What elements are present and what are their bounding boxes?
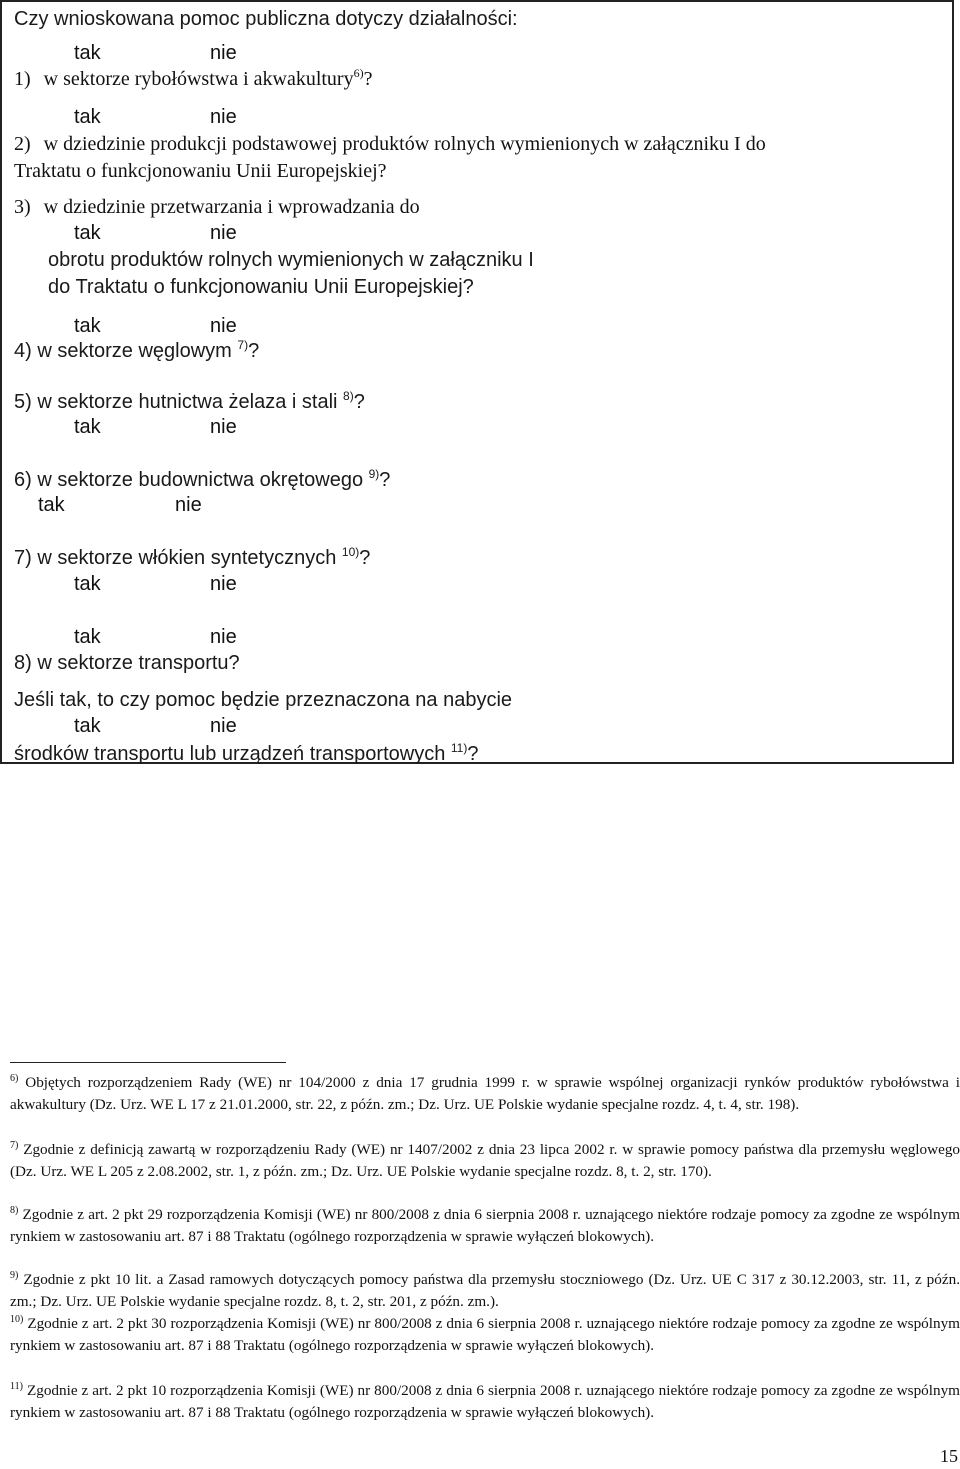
intro-question: Czy wnioskowana pomoc publiczna dotyczy działalności: bbox=[14, 8, 518, 30]
question-text: 7) w sektorze włókien syntetycznych bbox=[14, 547, 337, 569]
question-text: w sektorze rybołówstwa i akwakultury bbox=[43, 68, 354, 90]
footnote-ref: 10) bbox=[341, 545, 360, 559]
footnote-ref: 7) bbox=[237, 338, 249, 352]
option-no[interactable]: nie bbox=[210, 715, 237, 737]
question-text: 4) w sektorze węglowym bbox=[14, 340, 232, 362]
footnote-8 bbox=[10, 1204, 960, 1247]
footnote-ref: 9) bbox=[368, 467, 380, 481]
question-9-line1: Jeśli tak, to czy pomoc będzie przeznaczona na nabycie bbox=[14, 689, 513, 711]
footnote-text: Zgodnie z definicją zawartą w rozporządzeniu Rady (WE) nr 1407/2002 z dnia 23 lipca 2002 r. w sprawie pomocy państwa dla przemysłu węglowego (Dz. Urz. WE L 205 z 2.08.2002, str. 1, z późn. zm.; Dz. Urz. UE Polskie wydanie specjalne rozdz. 8, t. 2, str. 170). bbox=[10, 1141, 960, 1180]
question-text: w dziedzinie produkcji podstawowej produktów rolnych wymienionych w załączniku I do bbox=[43, 133, 766, 155]
question-3-line3: do Traktatu o funkcjonowaniu Unii Europejskiej? bbox=[48, 276, 474, 298]
option-yes[interactable]: tak bbox=[74, 222, 101, 244]
question-mark: ? bbox=[353, 391, 365, 413]
option-yes[interactable]: tak bbox=[74, 416, 101, 438]
option-yes[interactable]: tak bbox=[74, 315, 101, 337]
question-6 bbox=[14, 469, 390, 492]
option-no[interactable]: nie bbox=[210, 42, 237, 64]
question-text: środków transportu lub urządzeń transportowych bbox=[14, 743, 446, 765]
option-no[interactable]: nie bbox=[210, 106, 237, 128]
option-yes[interactable]: tak bbox=[74, 106, 101, 128]
question-text: w dziedzinie przetwarzania i wprowadzania do bbox=[43, 196, 420, 218]
option-no[interactable]: nie bbox=[175, 494, 202, 516]
question-mark: ? bbox=[467, 743, 479, 765]
question-mark: ? bbox=[359, 547, 371, 569]
footnote-7 bbox=[10, 1139, 960, 1182]
question-1 bbox=[14, 68, 372, 91]
footnote-text: Zgodnie z art. 2 pkt 29 rozporządzenia Komisji (WE) nr 800/2008 z dnia 6 sierpnia 2008 r. uznającego niektóre rodzaje pomocy za zgodne ze wspólnym rynkiem w zastosowaniu art. 87 i 88 Traktatu (ogólnego rozporządzenia w sprawie wyłączeń blokowych). bbox=[10, 1206, 960, 1245]
option-yes[interactable]: tak bbox=[74, 626, 101, 648]
question-text: 5) w sektorze hutnictwa żelaza i stali bbox=[14, 391, 338, 413]
option-yes[interactable]: tak bbox=[74, 42, 101, 64]
option-yes[interactable]: tak bbox=[74, 715, 101, 737]
question-9-line2 bbox=[14, 743, 478, 766]
question-text: 6) w sektorze budownictwa okrętowego bbox=[14, 469, 364, 491]
footnote-marker: 8) bbox=[10, 1205, 19, 1216]
footnote-marker: 10) bbox=[10, 1314, 24, 1325]
footnote-9 bbox=[10, 1269, 960, 1312]
footnote-marker: 9) bbox=[10, 1270, 19, 1281]
question-5 bbox=[14, 391, 365, 414]
question-8: 8) w sektorze transportu? bbox=[14, 652, 240, 674]
footnote-10 bbox=[10, 1313, 960, 1356]
footnote-marker: 6) bbox=[10, 1073, 19, 1084]
question-3-line2: obrotu produktów rolnych wymienionych w załączniku I bbox=[48, 249, 534, 271]
footnote-marker: 7) bbox=[10, 1140, 19, 1151]
footnote-text: Objętych rozporządzeniem Rady (WE) nr 104/2000 z dnia 17 grudnia 1999 r. w sprawie wspólnej organizacji rynków produktów rybołówstwa i akwakultury (Dz. Urz. WE L 17 z 21.01.2000, str. 22, z późn. zm.; Dz. Urz. UE Polskie wydanie specjalne rozdz. 4, t. 4, str. 198). bbox=[10, 1074, 960, 1113]
question-number: 1) bbox=[14, 68, 31, 90]
question-mark: ? bbox=[379, 469, 391, 491]
question-number: 2) bbox=[14, 133, 31, 155]
option-no[interactable]: nie bbox=[210, 416, 237, 438]
option-yes[interactable]: tak bbox=[74, 573, 101, 595]
question-2-line2: Traktatu o funkcjonowaniu Unii Europejskiej? bbox=[14, 160, 387, 182]
option-no[interactable]: nie bbox=[210, 315, 237, 337]
footnote-text: Zgodnie z art. 2 pkt 10 rozporządzenia Komisji (WE) nr 800/2008 z dnia 6 sierpnia 2008 r. uznającego niektóre rodzaje pomocy za zgodne ze wspólnym rynkiem w zastosowaniu art. 87 i 88 Traktatu (ogólnego rozporządzenia w sprawie wyłączeń blokowych). bbox=[10, 1382, 960, 1421]
footnote-ref: 6) bbox=[353, 66, 364, 80]
question-3-line1 bbox=[14, 196, 420, 219]
footnote-text: Zgodnie z pkt 10 lit. a Zasad ramowych dotyczących pomocy państwa dla przemysłu stoczniowego (Dz. Urz. UE C 317 z 30.12.2003, str. 11, z późn. zm.; Dz. Urz. UE Polskie wydanie specjalne rozdz. 8, t. 2, str. 201, z późn. zm.). bbox=[10, 1271, 960, 1310]
question-7 bbox=[14, 547, 370, 570]
footnote-ref: 11) bbox=[450, 741, 468, 755]
footnote-6 bbox=[10, 1072, 960, 1115]
footnote-11 bbox=[10, 1380, 960, 1423]
footnote-text: Zgodnie z art. 2 pkt 30 rozporządzenia Komisji (WE) nr 800/2008 z dnia 6 sierpnia 2008 r. uznającego niektóre rodzaje pomocy za zgodne ze wspólnym rynkiem w zastosowaniu art. 87 i 88 Traktatu (ogólnego rozporządzenia w sprawie wyłączeń blokowych). bbox=[10, 1315, 960, 1354]
footnote-marker: 11) bbox=[10, 1381, 23, 1392]
page-number: 15 bbox=[940, 1446, 958, 1466]
question-mark: ? bbox=[363, 68, 373, 90]
footnote-ref: 8) bbox=[343, 389, 354, 403]
option-no[interactable]: nie bbox=[210, 573, 237, 595]
question-2-line1 bbox=[14, 133, 766, 156]
question-mark: ? bbox=[248, 340, 260, 362]
option-no[interactable]: nie bbox=[210, 222, 237, 244]
option-no[interactable]: nie bbox=[210, 626, 237, 648]
footnote-separator bbox=[10, 1062, 286, 1063]
option-yes[interactable]: tak bbox=[38, 494, 65, 516]
question-number: 3) bbox=[14, 196, 31, 218]
question-4 bbox=[14, 340, 259, 363]
